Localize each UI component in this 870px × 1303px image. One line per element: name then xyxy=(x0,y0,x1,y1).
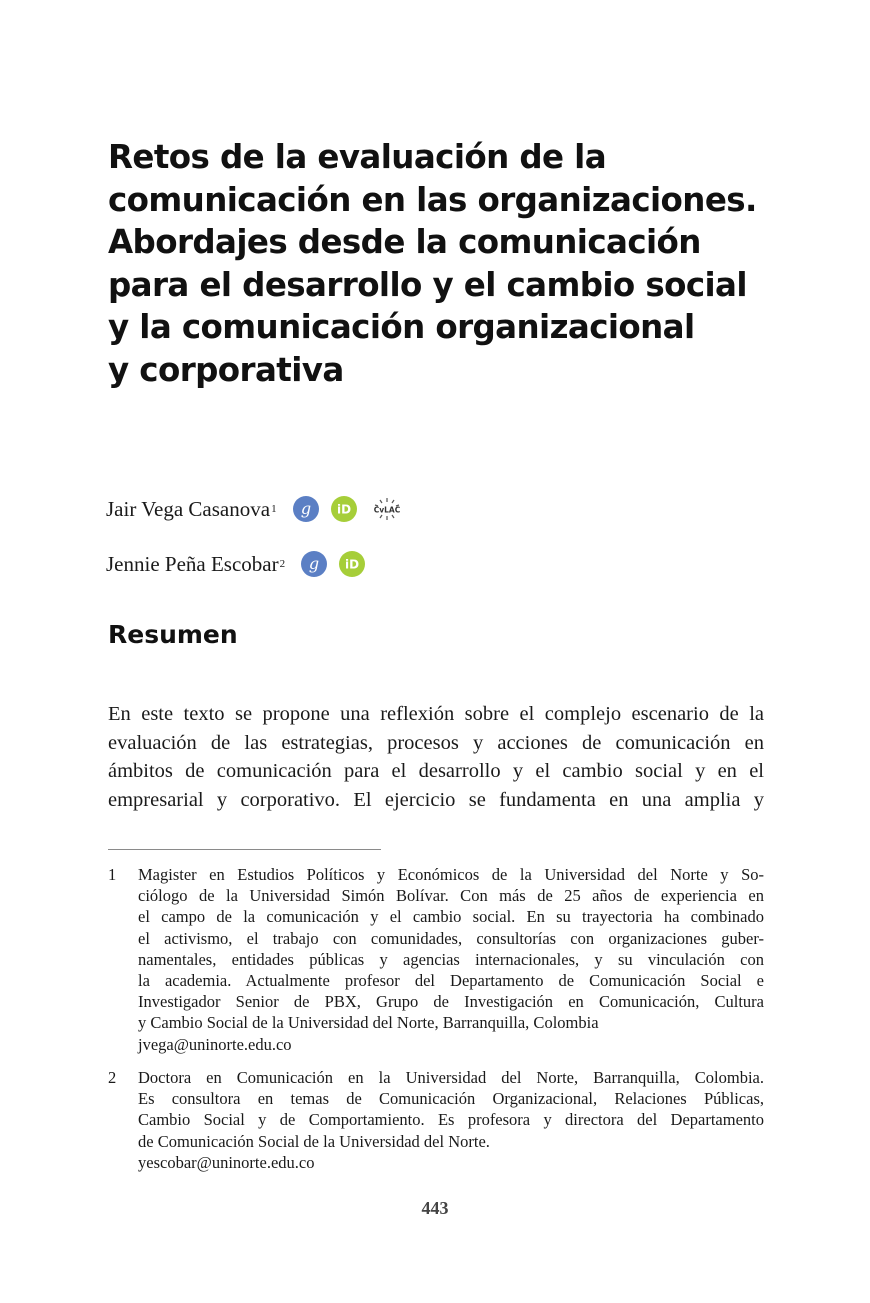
page-number: 443 xyxy=(421,1198,449,1218)
svg-text:g: g xyxy=(300,499,311,518)
title-line: Abordajes desde la comunicación xyxy=(108,223,701,261)
footnote-mark: 1 xyxy=(271,503,277,515)
author-name: Jair Vega Casanova xyxy=(106,496,271,521)
svg-text:iD: iD xyxy=(345,557,360,572)
google-scholar-icon[interactable] xyxy=(293,496,319,522)
orcid-icon[interactable] xyxy=(339,551,365,577)
footnote-line: y Cambio Social de la Universidad del Norte, Barranquilla, Colombia xyxy=(138,1013,599,1033)
svg-text:CvLAC: CvLAC xyxy=(373,505,400,515)
footnote-line: el campo de la comunicación y el cambio social. En su trayectoria ha combinado xyxy=(138,907,764,927)
footnote-1 xyxy=(108,864,764,1055)
title-line: para el desarrollo y el cambio social xyxy=(108,265,747,304)
footnote-line: namentales, entidades públicas y agencias internacionales, y su vinculación con xyxy=(138,949,764,969)
footnote-2 xyxy=(108,1067,764,1173)
footnote-line: el activismo, el trabajo con comunidades, consultorías con organizaciones guber- xyxy=(138,928,764,948)
title-line: y la comunicación organizacional xyxy=(108,308,695,346)
footnote-line: ciólogo de la Universidad Simón Bolívar. Con más de 25 años de experiencia en xyxy=(138,886,764,906)
title-line: Retos de la evaluación de la xyxy=(108,138,607,176)
abstract-text xyxy=(108,700,764,814)
author-1 xyxy=(106,494,417,524)
author-2 xyxy=(106,549,377,579)
svg-text:g: g xyxy=(308,554,320,573)
footnote-email[interactable]: yescobar@uninorte.edu.co xyxy=(138,1152,315,1172)
footnote-line: Investigador Senior de PBX, Grupo de Investigación en Comunicación, Cultura xyxy=(138,992,764,1012)
title-line: comunicación en las organizaciones. xyxy=(108,180,757,219)
svg-text:iD: iD xyxy=(336,502,351,517)
footnote-line: Doctora en Comunicación en la Universidad del Norte, Barranquilla, Colombia. xyxy=(138,1068,764,1087)
abstract-line: empresarial y corporativo. El ejercicio se fundamenta en una amplia y xyxy=(108,788,764,811)
abstract-line: evaluación de las estrategias, procesos y acciones de comunicación en xyxy=(108,731,764,754)
orcid-icon[interactable] xyxy=(331,496,357,522)
author-profile-links xyxy=(301,551,377,577)
google-scholar-icon[interactable] xyxy=(301,551,327,577)
footnote-line: Es consultora en temas de Comunicación Organizacional, Relaciones Públicas, xyxy=(138,1089,764,1109)
footnote-divider xyxy=(108,849,381,850)
abstract-line: En este texto se propone una reflexión sobre el complejo escenario de la xyxy=(108,703,764,725)
cvlac-icon[interactable] xyxy=(369,496,405,522)
footnote-line: Cambio Social y de Comportamiento. Es profesora y directora del Departamento xyxy=(138,1110,764,1130)
footnote-number: 1 xyxy=(108,865,117,884)
author-profile-links xyxy=(293,496,417,522)
article-title xyxy=(108,136,808,391)
author-name: Jennie Peña Escobar xyxy=(106,551,279,576)
footnote-line: la academia. Actualmente profesor del Departamento de Comunicación Social e xyxy=(138,971,764,991)
abstract-heading: Resumen xyxy=(108,620,238,649)
abstract-line: ámbitos de comunicación para el desarrollo y el cambio social y en el xyxy=(108,760,764,782)
footnote-line: Magister en Estudios Políticos y Económicos de la Universidad del Norte y So- xyxy=(138,865,764,884)
footnote-number: 2 xyxy=(108,1068,117,1087)
title-line: y corporativa xyxy=(108,350,344,389)
footnote-mark: 2 xyxy=(279,558,286,570)
footnote-line: de Comunicación Social de la Universidad del Norte. xyxy=(138,1131,490,1151)
footnote-email[interactable]: jvega@uninorte.edu.co xyxy=(138,1034,292,1054)
